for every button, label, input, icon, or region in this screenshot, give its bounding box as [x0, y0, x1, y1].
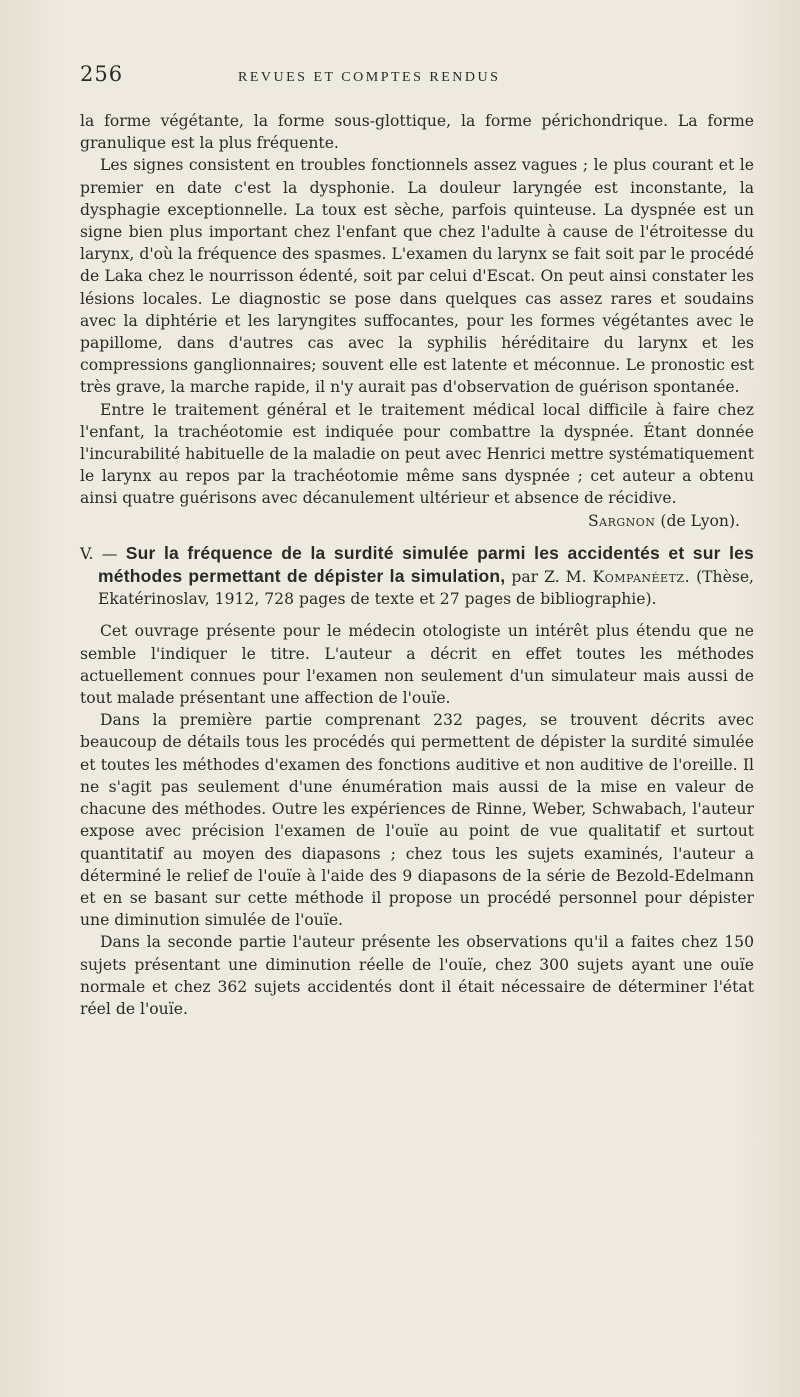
article-author-prefix: par Z. M.: [511, 568, 587, 587]
signature-place: (de Lyon).: [660, 511, 740, 530]
spacer: [80, 610, 754, 620]
article-title: Sur la fréquence de la surdité simulée parmi les accidentés et sur les méthodes permettant de dépister la simulation,: [98, 542, 754, 587]
article-number: V. —: [80, 544, 118, 563]
article-author: Kompanéetz.: [592, 568, 691, 587]
paragraph: la forme végétante, la forme sous-glottique, la forme périchondrique. La forme granulique est la plus fréquente.: [80, 112, 754, 153]
signature-name: Sargnon: [587, 511, 656, 530]
running-title: REVUES ET COMPTES RENDUS: [238, 70, 501, 85]
paragraph: Cet ouvrage présente pour le médecin otologiste un intérêt plus étendu que ne semble l'indiquer le titre. L'auteur a décrit en effet toutes les méthodes actuellement connues pour l'examen non seulement d'un simulateur mais aussi de tout malade présentant une affection de l'ouïe.: [80, 622, 754, 708]
article-heading: [80, 542, 754, 611]
review-body: [80, 110, 754, 510]
paragraph: Dans la première partie comprenant 232 pages, se trouvent décrits avec beaucoup de détails tous les procédés qui permettent de dépister la surdité simulée et toutes les méthodes d'examen des fonctions auditive et non auditive de l'oreille. Il ne s'agit pas seulement d'une énumération mais aussi de la mise en valeur de chacune des méthodes. Outre les expériences de Rinne, Weber, Schwabach, l'auteur expose avec précision l'examen de l'ouïe au point de vue qualitatif et surtout quantitatif au moyen des diapasons ; chez tous les sujets examinés, l'auteur a déterminé le relief de l'ouïe à l'aide des 9 diapasons de la série de Bezold-Edelmann et en se basant sur cette méthode il propose un procédé personnel pour dépister une diminution simulée de l'ouïe.: [80, 711, 754, 930]
paragraph: Les signes consistent en troubles fonctionnels assez vagues ; le plus courant et le premier en date c'est la dysphonie. La douleur laryngée est inconstante, la dysphagie exceptionnelle. La toux est sèche, parfois quinteuse. La dyspnée est un signe bien plus important chez l'enfant que chez l'adulte à cause de l'étroitesse du larynx, d'où la fréquence des spasmes. L'examen du larynx se fait soit par le procédé de Laka chez le nourrisson édenté, soit par celui d'Escat. On peut ainsi constater les lésions locales. Le diagnostic se pose dans quelques cas assez rares et soudains avec la diphtérie et les laryngites suffocantes, pour les formes végétantes avec le papillome, dans d'autres cas avec la syphilis héréditaire du larynx et les compressions ganglionnaires; souvent elle est latente et méconnue. Le pronostic est très grave, la marche rapide, il n'y aurait pas d'observation de guérison spontanée.: [80, 156, 754, 397]
paragraph: Dans la seconde partie l'auteur présente les observations qu'il a faites chez 150 sujets présentant une diminution réelle de l'ouïe, chez 300 sujets ayant une ouïe normale et chez 362 sujets accidentés dont il était nécessaire de déterminer l'état réel de l'ouïe.: [80, 933, 754, 1018]
running-header: [80, 62, 754, 92]
review-signature: [80, 510, 754, 532]
article-details: (Thèse, Ekatérinoslav, 1912, 728 pages de texte et 27 pages de bibliographie).: [98, 568, 755, 609]
paragraph: Entre le traitement général et le traitement médical local difficile à faire chez l'enfant, la trachéotomie est indiquée pour combattre la dyspnée. Étant donnée l'incurabilité habituelle de la maladie on peut avec Henrici mettre systématiquement le larynx au repos par la trachéotomie même sans dyspnée ; cet auteur a obtenu ainsi quatre guérisons avec décanulement ultérieur et absence de récidive.: [80, 400, 754, 508]
article-body: [80, 620, 754, 1020]
page-number: 256: [80, 62, 124, 86]
